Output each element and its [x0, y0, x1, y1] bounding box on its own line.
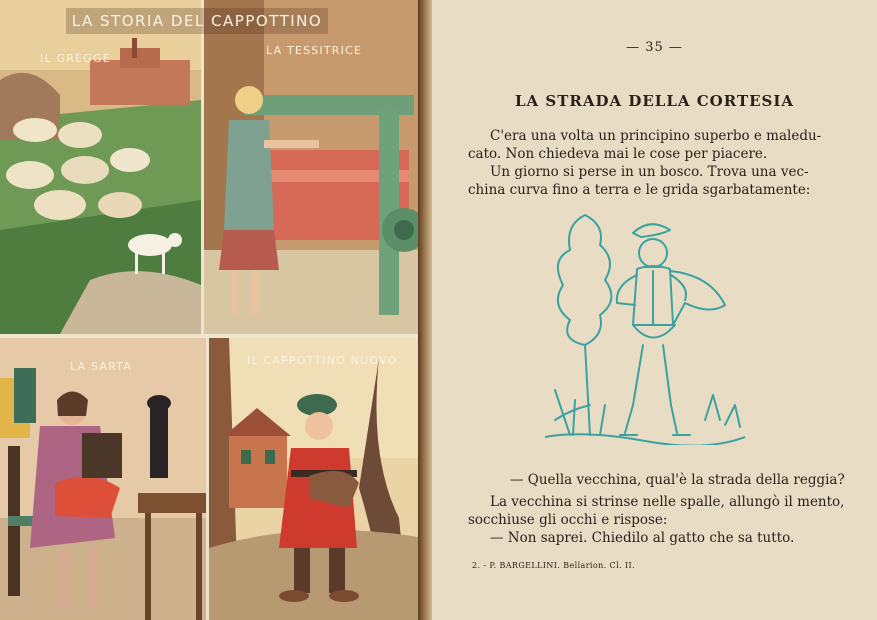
text-line: china curva fino a terra e le grida sgarbatamente:	[468, 182, 811, 198]
panel-caption-new-coat: IL CAPPOTTINO NUOVO	[247, 354, 398, 367]
prince-illustration	[545, 205, 745, 445]
page-number: — 35 —	[626, 40, 683, 55]
panel-caption-seamstress: LA SARTA	[70, 360, 132, 373]
text-line: La vecchina si strinse nelle spalle, allungò il mento,	[490, 494, 845, 510]
text-line: cato. Non chiedeva mai le cose per piacere.	[468, 146, 768, 162]
panel-caption-flock: IL GREGGE	[40, 52, 111, 65]
panel-seamstress	[0, 338, 206, 620]
left-page	[0, 0, 424, 620]
footnote: 2. - P. BARGELLINI. Bellarion. Cl. II.	[472, 561, 635, 570]
text-line: — Quella vecchina, qual'è la strada della reggia?	[510, 472, 845, 488]
chapter-title: LA STRADA DELLA CORTESIA	[514, 92, 795, 110]
text-line: socchiuse gli occhi e rispose:	[468, 512, 668, 528]
text-line: — Non saprei. Chiedilo al gatto che sa tutto.	[490, 530, 795, 546]
right-page	[432, 0, 877, 620]
flock-illustration	[0, 0, 201, 334]
panel-caption-weaver: LA TESSITRICE	[266, 44, 363, 57]
new-coat-illustration	[209, 338, 424, 620]
text-line: C'era una volta un principino superbo e maledu-	[490, 128, 822, 144]
panel-flock	[0, 0, 201, 334]
text-line: Un giorno si perse in un bosco. Trova una vec-	[490, 164, 809, 180]
story-title: LA STORIA DEL CAPPOTTINO	[66, 8, 328, 34]
panel-weaver	[204, 0, 424, 334]
panel-new-coat	[209, 338, 424, 620]
seamstress-illustration	[0, 338, 206, 620]
